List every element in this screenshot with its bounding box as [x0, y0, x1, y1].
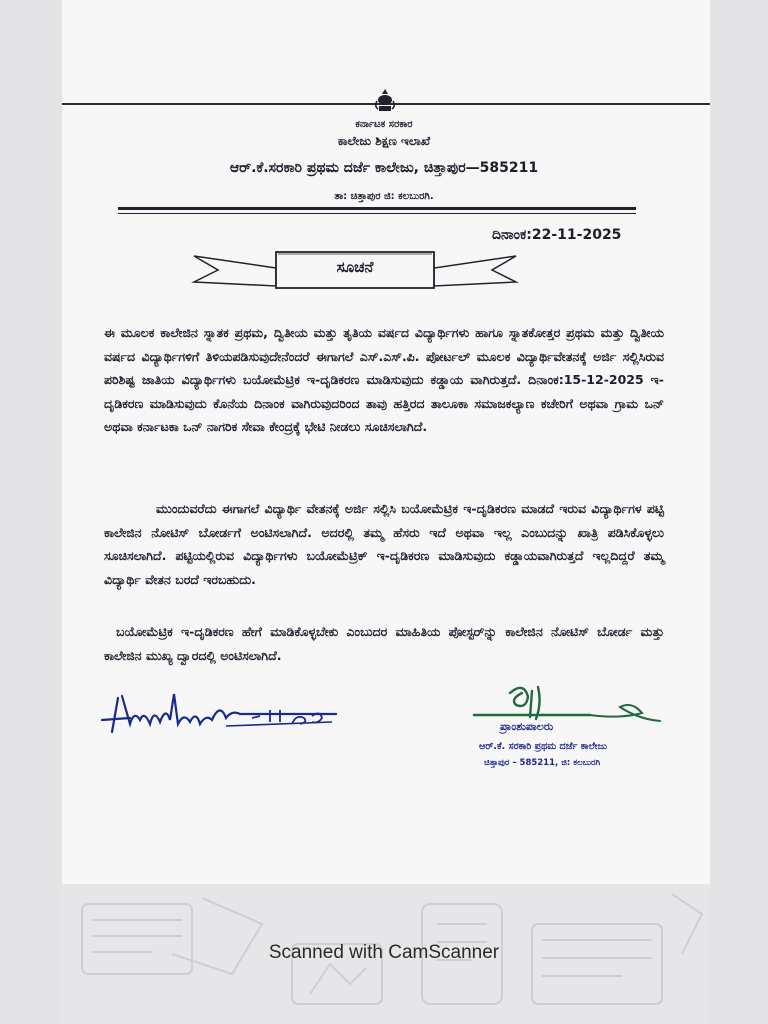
notice-paragraph-2	[104, 497, 664, 591]
seal-college-name: ಆರ್.ಕೆ. ಸರಕಾರಿ ಪ್ರಥಮ ದರ್ಜೆ ಕಾಲೇಜು	[479, 741, 607, 752]
header-divider-thin	[118, 213, 636, 214]
notice-paragraph-3	[104, 620, 664, 667]
seal-place: ಚಿತ್ತಾಪುರ – 585211, ಜಿ: ಕಲಬುರಗಿ	[484, 758, 601, 768]
camscanner-watermark-text: Scanned with CamScanner	[268, 942, 500, 963]
notice-paragraph-1: ಈ ಮೂಲಕ ಕಾಲೇಜಿನ ಸ್ನಾತಕ ಪ್ರಥಮ, ದ್ವಿತೀಯ ಮತ್ತು ತೃತಿಯ ವರ್ಷದ ವಿದ್ಯಾರ್ಥಿಗಳು ಹಾಗೂ ಸ್ನಾತಕೋತ್ತರ ಪ್ರಥಮ ಮತ್ತು ದ್ವಿತೀಯ ವರ್ಷದ ವಿದ್ಯಾರ್ಥಿಗಳಿಗೆ ತಿಳಿಯಪಡಿಸುವುದೇನೆಂದರೆ ಈಗಾಗಲೆ ಎಸ್.ಎಸ್.ಪಿ. ಪೋರ್ಟಲ್ ಮೂಲಕ ವಿದ್ಯಾರ್ಥಿವೇತನಕ್ಕೆ ಅರ್ಜಿ ಸಲ್ಲಿಸಿರುವ ಪರಿಶಿಷ್ಟ ಜಾತಿಯ ವಿದ್ಯಾರ್ಥಿಗಳು ಬಯೋಮೆಟ್ರಿಕ ಇ-ದೃಡಿಕರಣ ಮಾಡಿಸುವುದು ಕಡ್ಡಾಯ ವಾಗಿರುತ್ತದೆ. ದಿನಾಂಕ:15-12-2025 ಇ-ದೃಡಿಕರಣ ಮಾಡಿಸುವುದು ಕೊನೆಯ ದಿನಾಂಕ ವಾಗಿರುವುದರಿಂದ ತಾವು ಹತ್ತಿರದ ತಾಲೂಕಾ ಸಮಾಜಕಲ್ಯಾಣ ಕಚೇರಿಗೆ ಅಥವಾ ಗ್ರಾಮ ಒನ್ ಅಥವಾ ಕರ್ನಾಟಕಾ ಒನ್ ನಾಗರಿಕ ಸೇವಾ ಕೇಂದ್ರಕ್ಕೆ ಭೇಟಿ ನೀಡಲು ಸೂಚಿಸಲಾಗಿದೆ.	[104, 325, 664, 434]
document-page	[62, 0, 710, 884]
department-name: ಕಾಲೇಜು ಶಿಕ್ಷಣ ಇಲಾಖೆ	[337, 134, 431, 148]
taluk-district-line: ತಾ: ಚಿತ್ತಾಪುರ ಜಿ: ಕಲಬುರಗಿ.	[334, 191, 434, 202]
notice-paragraph-2-text: ಮುಂದುವರೆದು ಈಗಾಗಲೆ ವಿದ್ಯಾರ್ಥಿ ವೇತನಕ್ಕೆ ಅರ್ಜಿ ಸಲ್ಲಿಸಿ ಬಯೋಮೆಟ್ರಿಕ ಇ-ದೃಡಿಕರಣ ಮಾಡದೆ ಇರುವ ವಿದ್ಯಾರ್ಥಿಗಳ ಪಟ್ಟಿ ಕಾಲೇಜಿನ ನೋಟಿಸ್ ಬೋರ್ಡಗೆ ಅಂಟಿಸಲಾಗಿದೆ. ಅದರಲ್ಲಿ ತಮ್ಮ ಹೆಸರು ಇದೆ ಅಥವಾ ಇಲ್ಲ ಎಂಬುದನ್ನು ಖಾತ್ರಿ ಪಡಿಸಿಕೊಳ್ಳಲು ಸೂಚಿಸಲಾಗಿದೆ. ಪಟ್ಟಿಯಲ್ಲಿರುವ ವಿದ್ಯಾರ್ಥಿಗಳು ಬಯೋಮೆಟ್ರಿಕ್ ಇ-ದೃಡಿಕರಣ ಮಾಡಿಸುವುದು ಕಡ್ಡಾಯವಾಗಿರುತ್ತದೆ ಇಲ್ಲದಿದ್ದರೆ ತಮ್ಮ ವಿದ್ಯಾರ್ಥಿ ವೇತನ ಬರದೆ ಇರಬಹುದು.	[104, 501, 664, 587]
handwritten-signature-left	[100, 680, 350, 740]
notice-paragraph-3-text: ಬಯೋಮೆಟ್ರಿಕ ಇ-ದೃಡಿಕರಣ ಹೇಗೆ ಮಾಡಿಕೊಳ್ಳಬೇಕು ಎಂಬುದರ ಮಾಹಿತಿಯ ಪೋಸ್ಟರ್‌ನ್ನು ಕಾಲೇಜಿನ ನೋಟಿಸ್ ಬೋರ್ಡ ಮತ್ತು ಕಾಲೇಜಿನ ಮುಖ್ಯ ದ್ವಾರದಲ್ಲಿ ಅಂಟಿಸಲಾಗಿದೆ.	[104, 624, 664, 663]
college-name: ಆರ್.ಕೆ.ಸರಕಾರಿ ಪ್ರಥಮ ದರ್ಜೆ ಕಾಲೇಜು, ಚಿತ್ತಾಪುರ—585211	[229, 160, 539, 176]
notice-date: ದಿನಾಂಕ:22-11-2025	[492, 227, 622, 243]
principal-title: ಪ್ರಾಂಶುಪಾಲರು	[500, 720, 554, 733]
notice-title: ಸೂಚನೆ	[336, 258, 374, 276]
government-name: ಕರ್ನಾಟಕ ಸರಕಾರ	[355, 119, 413, 130]
state-emblem-icon	[372, 88, 398, 114]
header-divider-thick	[118, 207, 636, 210]
